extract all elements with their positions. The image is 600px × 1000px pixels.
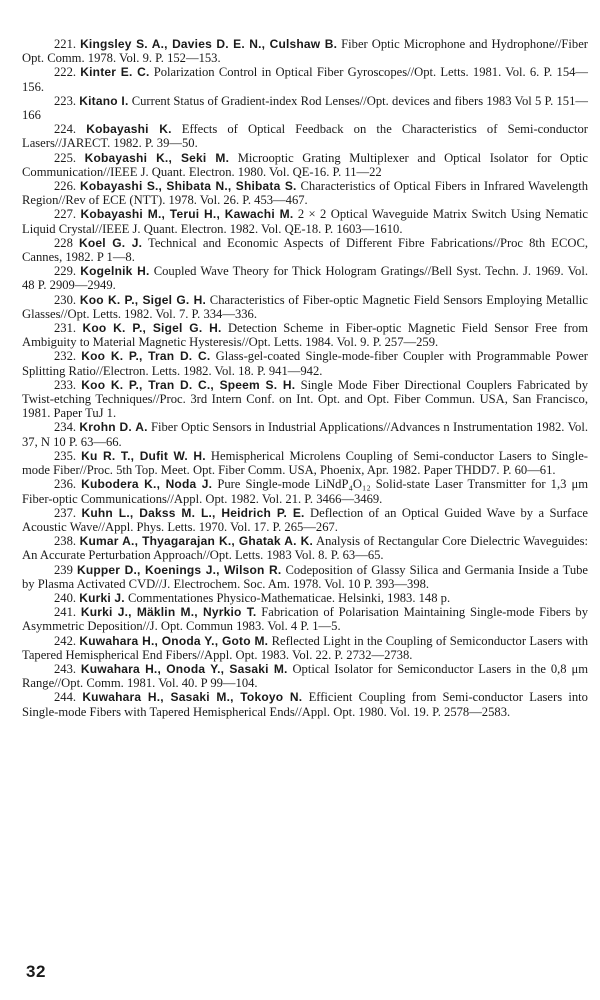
reference-text: Effects of Optical Feedback on the Characteristics of Semi-conductor Lasers//JARECT. 1982. P. 39—50. — [22, 122, 589, 151]
reference-entry — [22, 65, 588, 93]
reference-number: 236. — [54, 477, 77, 492]
reference-authors: Kuwahara H., Sasaki M., Tokoyo N. — [82, 690, 303, 705]
reference-entry — [22, 563, 588, 591]
reference-text: Characteristics of Optical Fibers in Infrared Wavelength Region//Rev of ECE (NTT). 1978. Vol. 26. P. 453—467. — [22, 179, 588, 208]
reference-authors: Kobayashi S., Shibata N., Shibata S. — [80, 179, 297, 194]
reference-authors: Koel G. J. — [78, 235, 143, 250]
reference-number: 221. — [54, 37, 77, 51]
reference-authors: Kinter E. C. — [80, 65, 150, 80]
reference-number: 233. — [54, 377, 77, 392]
reference-entry — [22, 37, 588, 65]
reference-entry — [22, 207, 588, 235]
reference-authors: Kuwahara H., Onoda Y., Sasaki M. — [80, 661, 288, 676]
reference-text: Fiber Optic Microphone and Hydrophone//Fiber Opt. Comm. 1978. Vol. 9. P. 152—153. — [22, 37, 588, 66]
reference-entry — [22, 293, 588, 321]
reference-authors: Kingsley S. A., Davies D. E. N., Culshaw B. — [80, 37, 338, 51]
reference-number: 232. — [54, 349, 77, 364]
reference-text: 2 × 2 Optical Waveguide Matrix Switch Using Nematic Liquid Crystal//IEEE J. Quant. Electron. 1982. Vol. QE-18. P. 1603—1610. — [22, 207, 588, 236]
reference-text: Pure Single-mode LiNdP₄O₁₂ Solid-state Laser Transmitter for 1,3 μm Fiber-optic Communications//Appl. Opt. 1982. Vol. 21. P. 3466—3469. — [22, 477, 589, 506]
reference-entry — [22, 321, 588, 349]
reference-entry — [22, 591, 588, 605]
reference-authors: Kuwahara H., Onoda Y., Goto M. — [79, 633, 269, 648]
reference-authors: Kogelnik H. — [80, 264, 150, 279]
reference-text: Deflection of an Optical Guided Wave by a Surface Acoustic Wave//Appl. Phys. Letts. 1970. Vol. 17. P. 265—267. — [22, 505, 588, 534]
reference-text: Reflected Light in the Coupling of Semiconductor Lasers with Tapered Hemispherical End Fibers//Appl. Opt. 1983. Vol. 22. P. 2732—2738. — [22, 633, 588, 662]
reference-number: 238. — [54, 534, 77, 549]
reference-authors: Krohn D. A. — [79, 420, 148, 435]
reference-authors: Kuhn L., Dakss M. L., Heidrich P. E. — [81, 505, 305, 520]
reference-authors: Kitano I. — [79, 93, 129, 108]
reference-text: Characteristics of Fiber-optic Magnetic Field Sensors Employing Metallic Glasses//Opt. Letts. 1982. Vol. 7. P. 334—336. — [22, 292, 588, 321]
reference-entry — [22, 605, 588, 633]
reference-number: 228 — [54, 235, 73, 250]
reference-authors: Kobayashi M., Terui H., Kawachi M. — [80, 207, 294, 222]
reference-authors: Kumar A., Thyagarajan K., Ghatak A. K. — [79, 534, 314, 549]
reference-entry — [22, 506, 588, 534]
reference-authors: Kubodera K., Noda J. — [81, 477, 213, 492]
reference-text: Microoptic Grating Multiplexer and Optical Isolator for Optic Communication//IEEE J. Quant. Electron. 1980. Vol. QE-16. P. 11—22 — [22, 150, 588, 179]
reference-number: 229. — [54, 264, 77, 279]
reference-text: Efficient Coupling from Semi-conductor Lasers into Single-mode Fibers with Tapered Hemispherical Ends//Appl. Opt. 1980. Vol. 19. P. 2578—2583. — [22, 690, 588, 719]
reference-text: Detection Scheme in Fiber-optic Magnetic Field Sensor Free from Ambiguity to Material Magnetic Hysteresis//Opt. Letts. 1984. Vol. 9. P. 257—259. — [22, 321, 589, 350]
reference-number: 225. — [54, 150, 77, 165]
reference-entry — [22, 662, 588, 690]
reference-entry — [22, 94, 588, 122]
reference-authors: Koo K. P., Tran D. C., Speem S. H. — [81, 377, 296, 392]
reference-list — [22, 37, 588, 719]
reference-text: Commentationes Physico-Mathematicae. Helsinki, 1983. 148 p. — [127, 590, 451, 605]
reference-entry — [22, 122, 588, 150]
reference-number: 243. — [54, 661, 77, 676]
reference-entry — [22, 378, 588, 421]
reference-entry — [22, 534, 588, 562]
reference-entry — [22, 690, 588, 718]
reference-text: Codeposition of Glassy Silica and Germania Inside a Tube by Plasma Activated CVD//J. Electrochem. Soc. Am. 1978. Vol. 10 P. 393—398. — [22, 562, 589, 591]
reference-number: 231. — [54, 321, 77, 336]
reference-text: Polarization Control in Optical Fiber Gyroscopes//Opt. Letts. 1981. Vol. 6. P. 154—156. — [22, 65, 589, 94]
reference-entry — [22, 449, 588, 477]
reference-number: 230. — [54, 292, 77, 307]
reference-number: 223. — [54, 93, 77, 108]
reference-authors: Koo K. P., Sigel G. H. — [82, 321, 222, 336]
reference-text: Coupled Wave Theory for Thick Hologram Gratings//Bell Syst. Techn. J. 1969. Vol. 48 P. 2909—2949. — [22, 264, 588, 293]
reference-number: 224. — [54, 122, 77, 137]
reference-number: 241. — [54, 605, 77, 620]
reference-entry — [22, 179, 588, 207]
reference-entry — [22, 634, 588, 662]
reference-authors: Kobayashi K., Seki M. — [84, 150, 230, 165]
reference-number: 222. — [54, 65, 77, 80]
reference-number: 244. — [54, 690, 77, 705]
reference-text: Optical Isolator for Semiconductor Lasers in the 0,8 μm Range//Opt. Comm. 1981. Vol. 40. P 99—104. — [22, 661, 588, 691]
reference-authors: Koo K. P., Tran D. C. — [81, 349, 211, 364]
reference-entry — [22, 151, 588, 179]
reference-entry — [22, 349, 588, 377]
reference-authors: Kobayashi K. — [86, 122, 172, 137]
reference-text: Glass-gel-coated Single-mode-fiber Coupler with Programmable Power Splitting Ratio//Electron. Letts. 1982. Vol. 18. P. 941—942. — [22, 349, 588, 378]
reference-entry — [22, 420, 588, 448]
reference-text: Technical and Economic Aspects of Different Fibre Fabrications//Proc 8th ECOC, Cannes, 1982. P 1—8. — [22, 235, 588, 265]
reference-authors: Ku R. T., Dufit W. H. — [81, 448, 206, 463]
reference-text: Fabrication of Polarisation Maintaining Single-mode Fibers by Asymmetric Deposition//J. Opt. Commun 1983. Vol. 4 P. 1—5. — [22, 605, 588, 634]
reference-authors: Kurki J., Mäklin M., Nyrkio T. — [80, 605, 257, 620]
reference-authors: Koo K. P., Sigel G. H. — [79, 292, 206, 307]
reference-entry — [22, 477, 588, 505]
reference-number: 242. — [54, 633, 77, 648]
reference-entry — [22, 236, 588, 264]
reference-text: Current Status of Gradient-index Rod Lenses//Opt. devices and fibers 1983 Vol 5 P. 151—166 — [22, 93, 588, 123]
reference-text: Fiber Optic Sensors in Industrial Applications//Advances n Instrumentation 1982. Vol. 37, N 10 P. 63—66. — [22, 420, 589, 449]
reference-number: 239 — [54, 562, 73, 577]
reference-number: 237. — [54, 505, 77, 520]
reference-number: 227. — [54, 207, 77, 222]
reference-number: 226. — [54, 179, 77, 194]
bibliography-page — [22, 37, 588, 967]
reference-number: 240. — [54, 590, 77, 605]
reference-number: 235. — [54, 448, 77, 463]
reference-text: Single Mode Fiber Directional Couplers Fabricated by Twist-etching Techniques//Proc. 3rd Intern Conf. on Int. Opt. and Opt. Fiber Commun. USA, San Francisco, 1981. Paper TuJ 1. — [22, 377, 589, 421]
page-number: 32 — [26, 962, 46, 981]
reference-number: 234. — [54, 420, 77, 435]
reference-text: Analysis of Rectangular Core Dielectric Waveguides: An Accurate Perturbation Approach//Opt. Letts. 1983 Vol. 8. P. 63—65. — [22, 534, 588, 563]
reference-entry — [22, 264, 588, 292]
reference-text: Hemispherical Microlens Coupling of Semi-conductor Lasers to Single-mode Fiber//Proc. 5th Top. Meet. Opt. Fiber Comm. USA, Phoenix, Apr. 1982. Paper THDD7. P. 60—61. — [22, 448, 588, 478]
reference-authors: Kurki J. — [79, 590, 125, 605]
reference-authors: Kupper D., Koenings J., Wilson R. — [76, 562, 282, 577]
